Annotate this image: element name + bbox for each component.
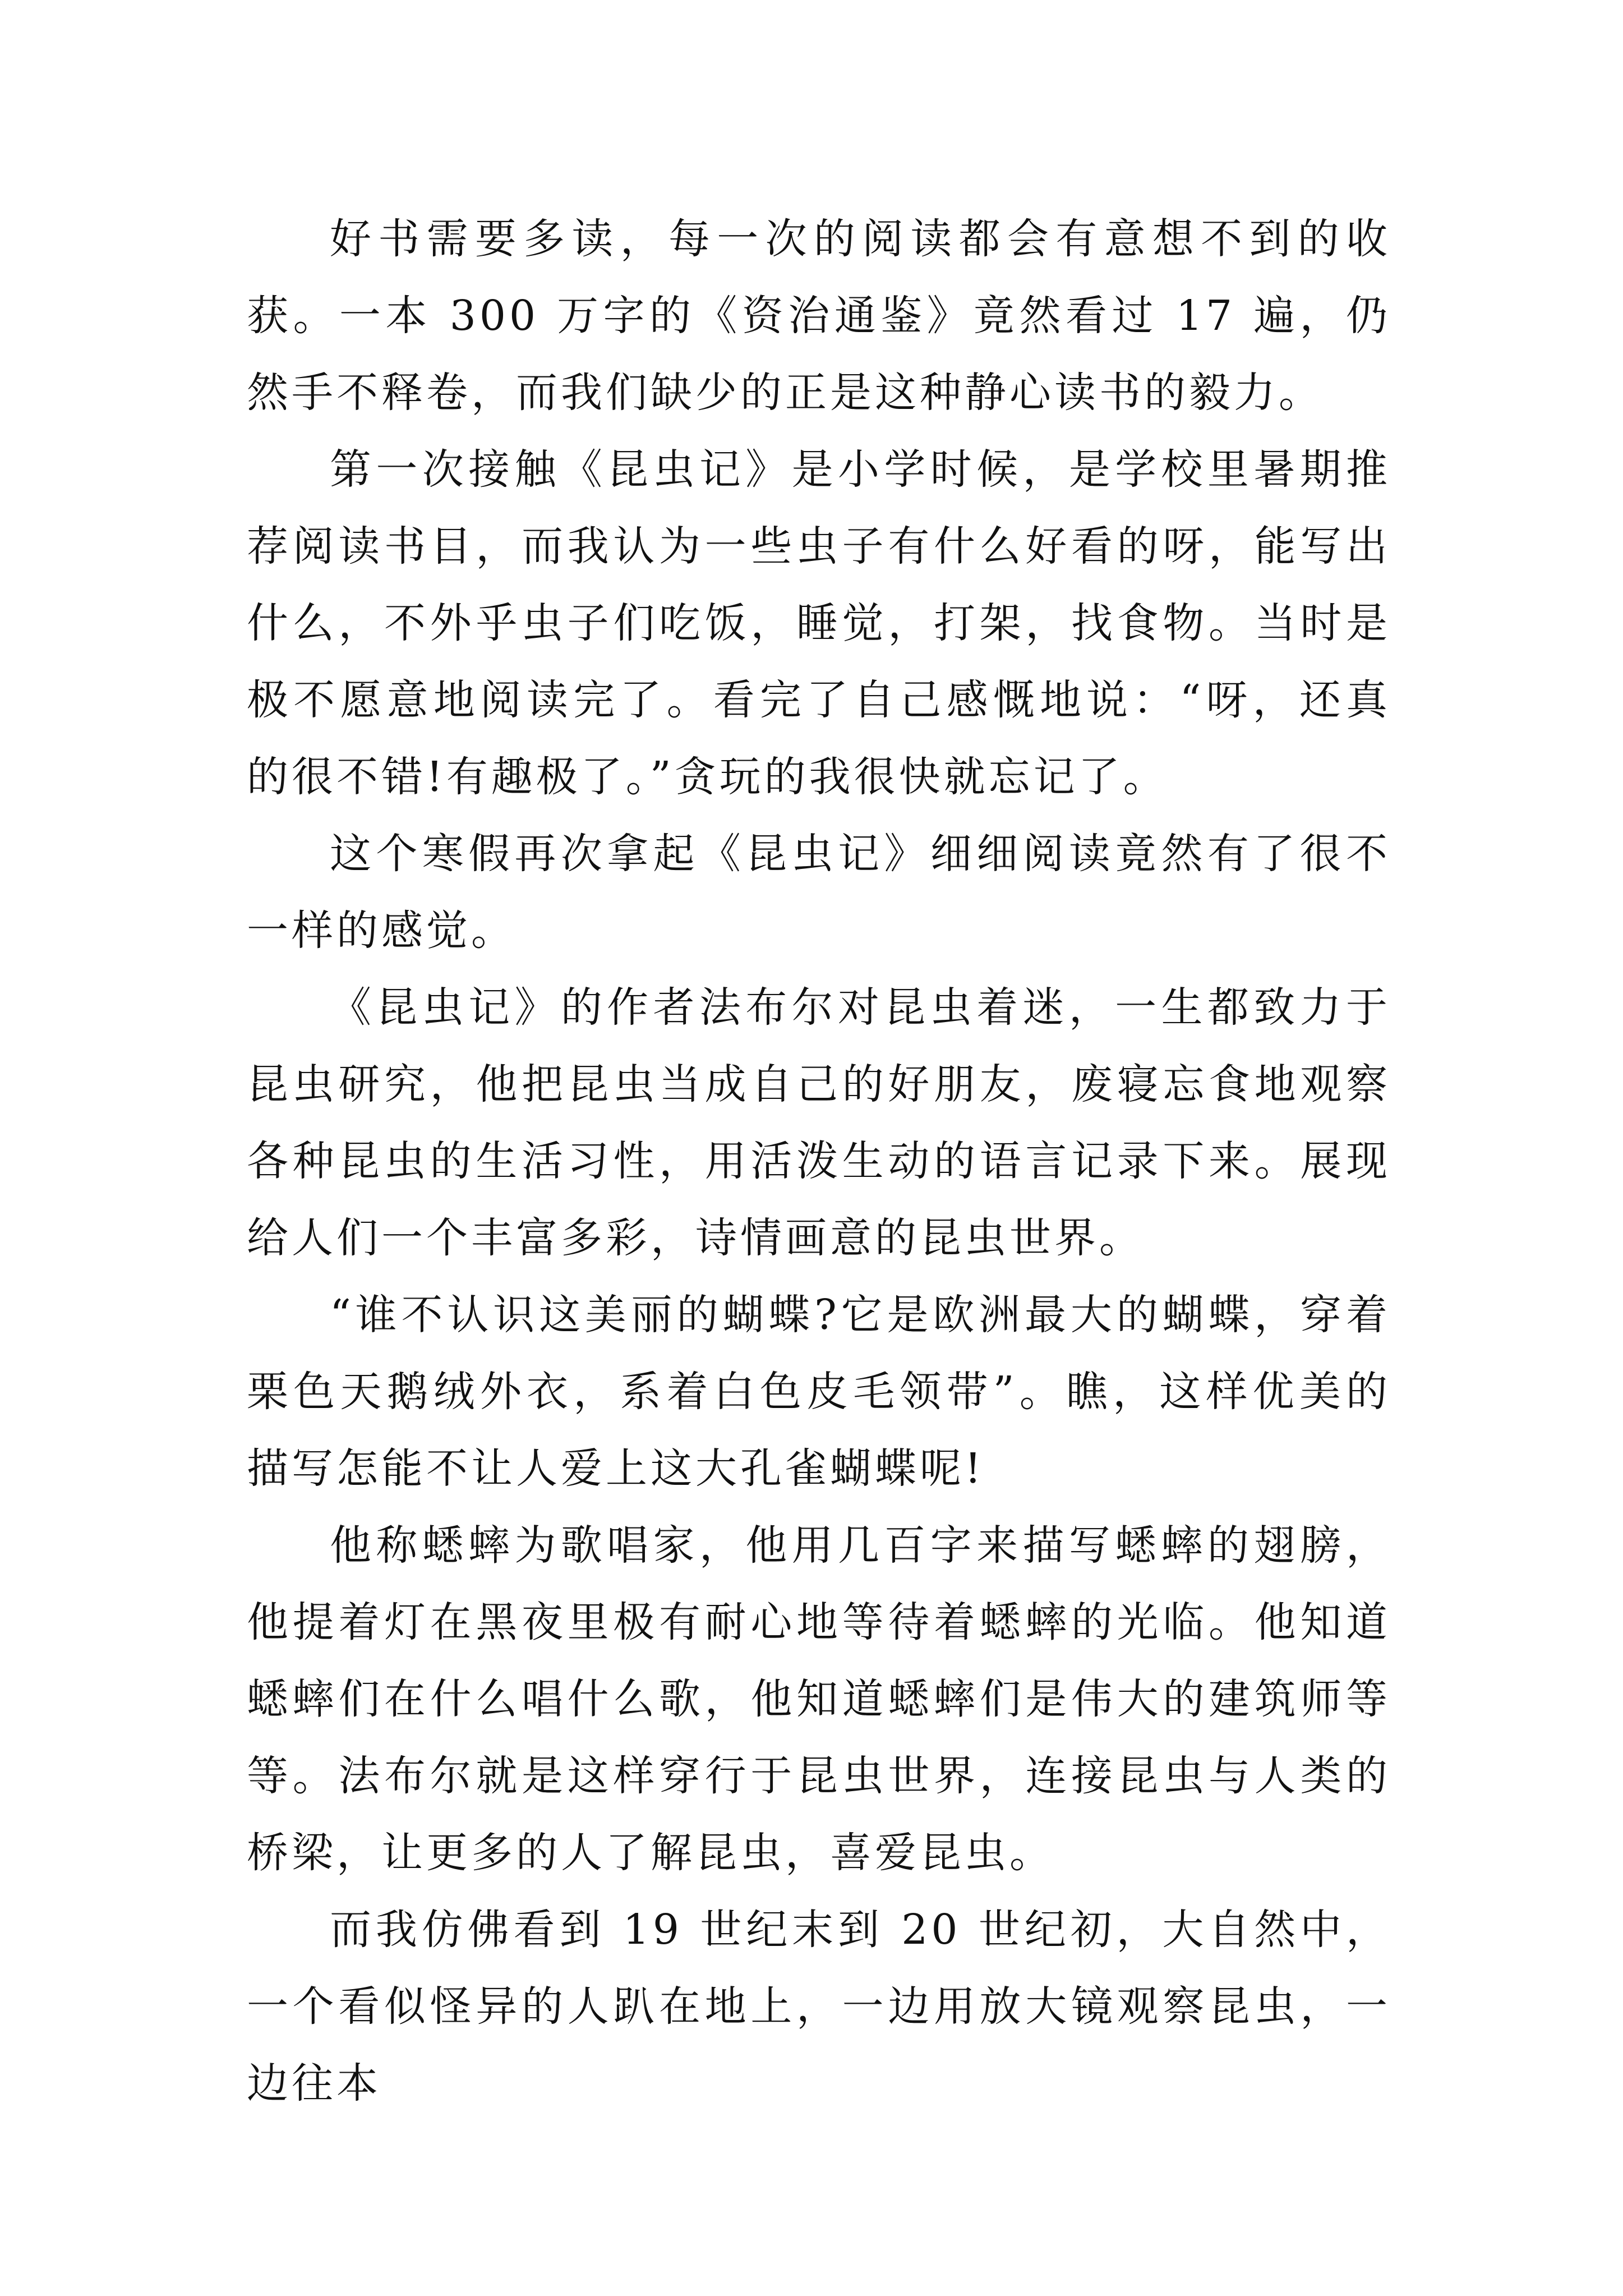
paragraph-2: 第一次接触《昆虫记》是小学时候，是学校里暑期推荐阅读书目，而我认为一些虫子有什么好看的呀，能写出什么，不外乎虫子们吃饭，睡觉，打架，找食物。当时是极不愿意地阅读完了。看完了自己感慨地说：“呀，还真的很不错!有趣极了。”贪玩的我很快就忘记了。 [247, 445, 1391, 801]
paragraph-3: 这个寒假再次拿起《昆虫记》细细阅读竟然有了很不一样的感觉。 [247, 830, 1391, 955]
paragraph-4: 《昆虫记》的作者法布尔对昆虫着迷，一生都致力于昆虫研究，他把昆虫当成自己的好朋友，废寝忘食地观察各种昆虫的生活习性，用活泼生动的语言记录下来。展现给人们一个丰富多彩，诗情画意的昆虫世界。 [247, 983, 1391, 1262]
paragraph-1: 好书需要多读，每一次的阅读都会有意想不到的收获。一本 300 万字的《资治通鉴》竟然看过 17 遍，仍然手不释卷，而我们缺少的正是这种静心读书的毅力。 [247, 215, 1391, 417]
document-body [247, 201, 1391, 2122]
paragraph-6: 他称蟋蟀为歌唱家，他用几百字来描写蟋蟀的翅膀，他提着灯在黑夜里极有耐心地等待着蟋蟀的光临。他知道蟋蟀们在什么唱什么歌，他知道蟋蟀们是伟大的建筑师等等。法布尔就是这样穿行于昆虫世界，连接昆虫与人类的桥梁，让更多的人了解昆虫，喜爱昆虫。 [247, 1521, 1391, 1877]
paragraph-7: 而我仿佛看到 19 世纪末到 20 世纪初，大自然中，一个看似怪异的人趴在地上，一边用放大镜观察昆虫，一边往本 [247, 1906, 1391, 2108]
paragraph-5: “谁不认识这美丽的蝴蝶?它是欧洲最大的蝴蝶，穿着栗色天鹅绒外衣，系着白色皮毛领带”。瞧，这样优美的描写怎能不让人爱上这大孔雀蝴蝶呢! [247, 1291, 1391, 1493]
